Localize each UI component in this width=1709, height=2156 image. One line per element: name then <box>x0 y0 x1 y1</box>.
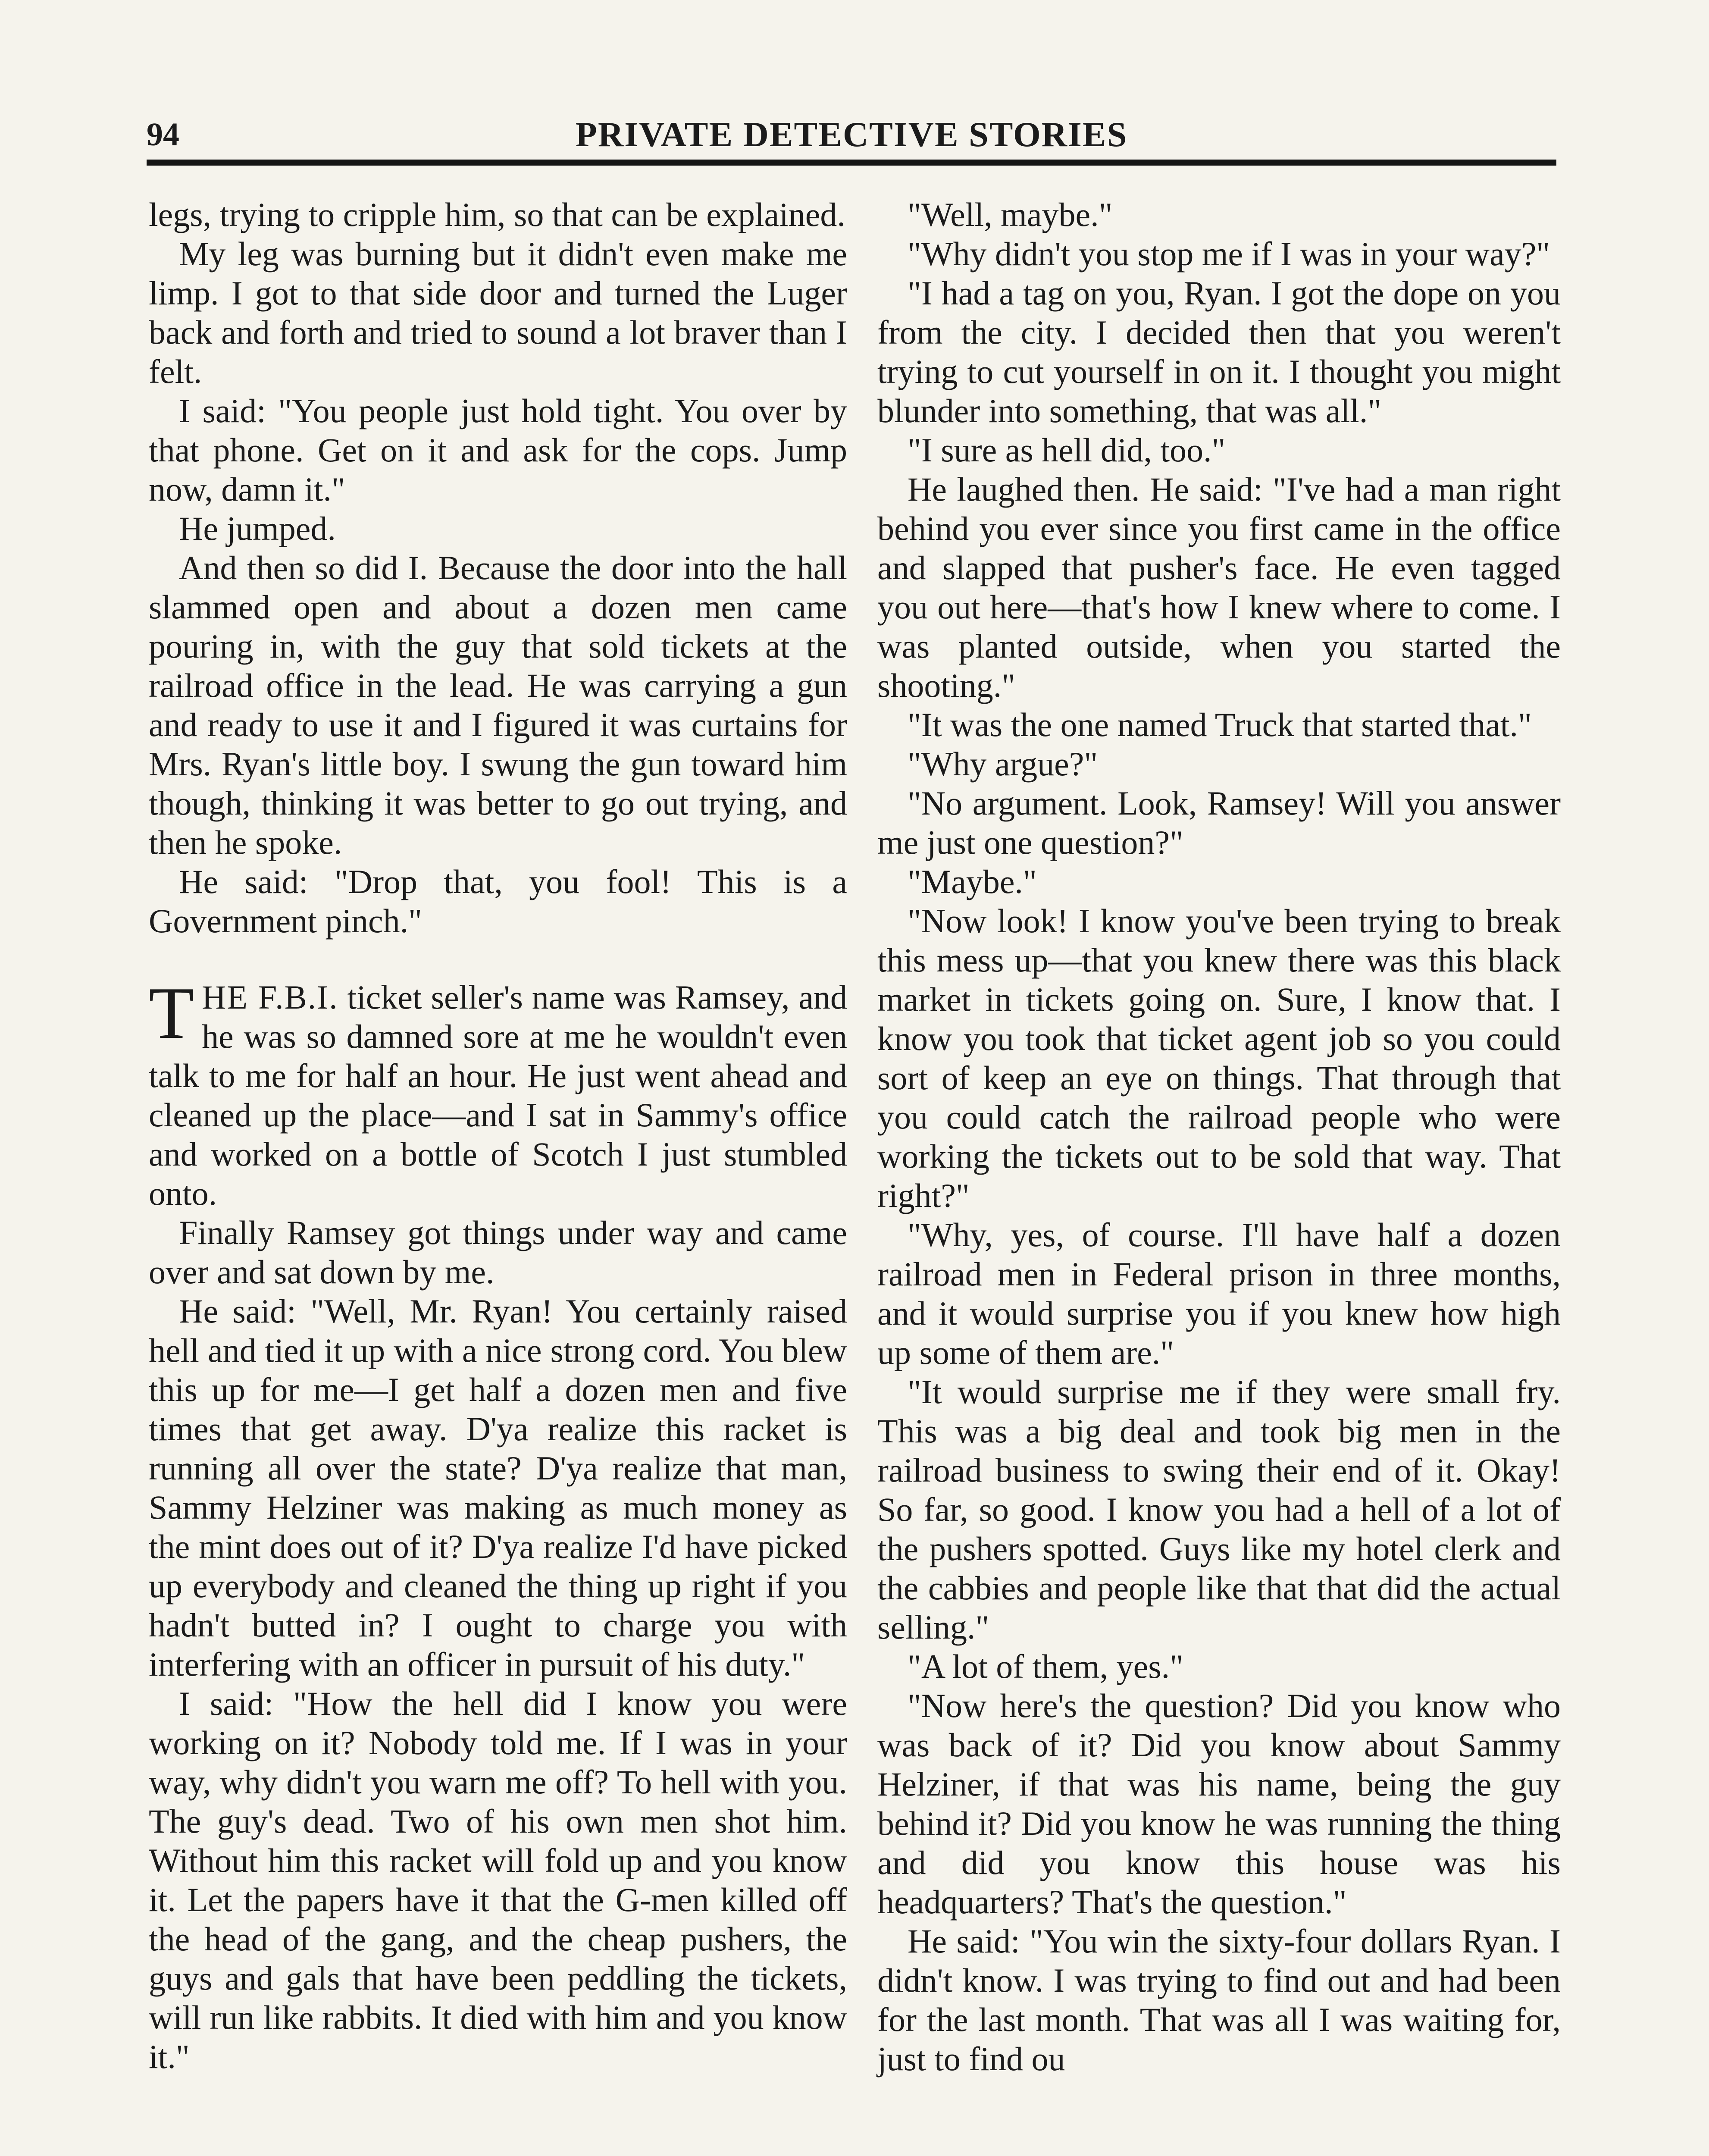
paragraph: He laughed then. He said: "I've had a man right behind you ever since you first came in the office and slapped that pusher's face. He even tagged you out here—that's how I knew where to come. I was planted outside, when you started the shooting." <box>877 470 1561 704</box>
paragraph: "Why, yes, of course. I'll have half a dozen railroad men in Federal prison in three months, and it would surprise you if you knew how high up some of them are." <box>877 1216 1561 1371</box>
right-column <box>877 195 1561 2078</box>
paragraph: "Why didn't you stop me if I was in your way?" <box>908 235 1550 273</box>
paragraph: I said: "How the hell did I know you were working on it? Nobody told me. If I was in your way, why didn't you warn me off? To hell with you. The guy's dead. Two of his own men shot him. Without him this racket will fold up and you know it. Let the papers have it that the G-men killed off the head of the gang, and the cheap pushers, the guys and gals that have been peddling the tickets, will run like rabbits. It died with him and you know it." <box>149 1685 847 2075</box>
paragraph: "It would surprise me if they were small fry. This was a big deal and took big men in the railroad business to swing their end of it. Okay! So far, so good. I know you had a hell of a lot of the pushers spotted. Guys like my hotel clerk and the cabbies and people like that that did the actual selling." <box>877 1373 1561 1646</box>
paragraph: "Why argue?" <box>908 745 1098 783</box>
section-opening-paragraph <box>149 972 848 1213</box>
section-text: ticket seller's name was Ramsey, and he was so damned sore at me he wouldn't even talk to me for half an hour. He just went ahead and cleaned up the place—and I sat in Sammy's office and worked on a bottle of Scotch I just stumbled onto. <box>149 978 848 1212</box>
paragraph: "Maybe." <box>908 863 1037 900</box>
paragraph: "A lot of them, yes." <box>908 1648 1183 1685</box>
running-title: PRIVATE DETECTIVE STORIES <box>575 115 1128 154</box>
paragraph: I said: "You people just hold tight. You over by that phone. Get on it and ask for the cops. Jump now, damn it." <box>149 392 847 508</box>
page-header <box>147 113 1556 165</box>
header-rule <box>147 160 1556 166</box>
left-column <box>149 195 847 2076</box>
paragraph: "I had a tag on you, Ryan. I got the dope on you from the city. I decided then that you weren't trying to cut yourself in on it. I thought you might blunder into something, that was all." <box>877 274 1561 429</box>
paragraph: My leg was burning but it didn't even make me limp. I got to that side door and turned the Luger back and forth and tried to sound a lot braver than I felt. <box>149 235 847 390</box>
paragraph: "I sure as hell did, too." <box>908 431 1226 469</box>
paragraph: "No argument. Look, Ramsey! Will you answer me just one question?" <box>877 784 1561 861</box>
paragraph: legs, trying to cripple him, so that can be explained. <box>149 196 845 233</box>
paragraph: Finally Ramsey got things under way and came over and sat down by me. <box>149 1214 847 1291</box>
paragraph: "Now here's the question? Did you know who was back of it? Did you know about Sammy Helziner, if that was his name, being the guy behind it? Did you know he was running the thing and did you know this house was his headquarters? That's the question." <box>877 1687 1561 1921</box>
lead-caps: HE F.B.I. <box>202 978 338 1016</box>
paragraph: "Well, maybe." <box>908 196 1113 233</box>
drop-cap: T <box>149 972 194 1054</box>
page-number: 94 <box>147 116 179 153</box>
paragraph: "Now look! I know you've been trying to break this mess up—that you knew there was this black market in tickets going on. Sure, I know that. I know you took that ticket agent job so you could sort of keep an eye on things. That through that you could catch the railroad people who were working the tickets out to be sold that way. That right?" <box>877 902 1561 1214</box>
paragraph: He jumped. <box>179 510 336 547</box>
paragraph: He said: "Well, Mr. Ryan! You certainly raised hell and tied it up with a nice strong cord. You blew this up for me—I get half a dozen men and five times that get away. D'ya realize this racket is running all over the state? D'ya realize that man, Sammy Helziner was making as much money as the mint does out of it? D'ya realize I'd have picked up everybody and cleaned the thing up right if you hadn't butted in? I ought to charge you with interfering with an officer in pursuit of his duty." <box>149 1292 847 1683</box>
paragraph: "It was the one named Truck that started that." <box>908 706 1532 743</box>
paragraph: He said: "Drop that, you fool! This is a Government pinch." <box>149 863 847 940</box>
paragraph: He said: "You win the sixty-four dollars Ryan. I didn't know. I was trying to find out and had been for the last month. That was all I was waiting for, just to find ou <box>877 1922 1561 2078</box>
paragraph: And then so did I. Because the door into the hall slammed open and about a dozen men came pouring in, with the guy that sold tickets at the railroad office in the lead. He was carrying a gun and ready to use it and I figured it was curtains for Mrs. Ryan's little boy. I swung the gun toward him though, thinking it was better to go out trying, and then he spoke. <box>149 549 847 861</box>
